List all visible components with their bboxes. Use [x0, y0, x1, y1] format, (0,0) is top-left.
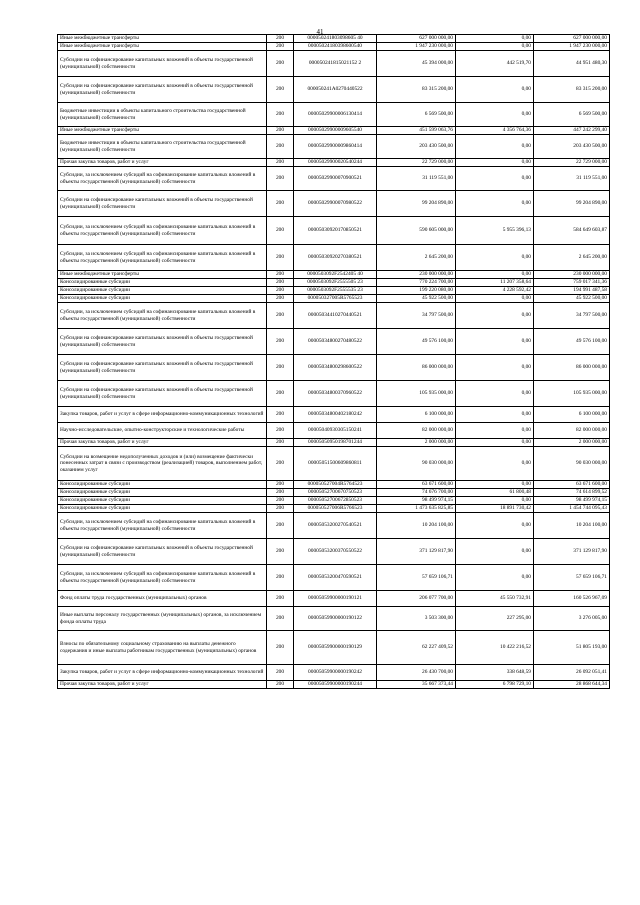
cell-executed-amount: 6 798 729,10: [456, 681, 534, 689]
table-row: [58, 681, 610, 689]
cell-budget-code: 000050241815021152 2: [294, 51, 377, 77]
table-row: [58, 439, 610, 447]
cell-executed-amount: 0,00: [456, 245, 534, 271]
cell-line-code: 200: [267, 77, 294, 103]
cell-budget-code: 00005024180398600540: [294, 43, 377, 51]
cell-approved-amount: 203 430 500,00: [377, 135, 456, 159]
cell-approved-amount: 82 000 000,00: [377, 423, 456, 439]
cell-name: Консолидированные субсидии: [58, 489, 267, 497]
cell-approved-amount: 451 599 063,76: [377, 127, 456, 135]
table-row: [58, 51, 610, 77]
table-row: [58, 287, 610, 295]
table-row: [58, 489, 610, 497]
cell-executed-amount: 227 295,00: [456, 607, 534, 631]
cell-approved-amount: 770 224 700,00: [377, 279, 456, 287]
cell-name: Консолидированные субсидии: [58, 505, 267, 513]
table-row: [58, 329, 610, 355]
cell-name: Бюджетные инвестиции в объекты капитального строительства государственной (муниципальной) собственности: [58, 103, 267, 127]
cell-budget-code: 00005059900000190242: [294, 665, 377, 681]
table-row: [58, 607, 610, 631]
cell-approved-amount: 6 569 500,00: [377, 103, 456, 127]
cell-line-code: 200: [267, 103, 294, 127]
cell-executed-amount: 0,00: [456, 43, 534, 51]
cell-budget-code: 0000503092F2555505 23: [294, 279, 377, 287]
cell-name: Бюджетные инвестиции в объекты капитального строительства государственной (муниципальной) собственности: [58, 135, 267, 159]
cell-budget-code: 0000503092F2555535 23: [294, 287, 377, 295]
cell-name: Консолидированные субсидии: [58, 279, 267, 287]
cell-name: Субсидии на софинансирование капитальных вложений в объекты государственной (муниципальной) собственности: [58, 77, 267, 103]
cell-executed-amount: 0,00: [456, 77, 534, 103]
cell-approved-amount: 206 077 700,00: [377, 591, 456, 607]
cell-line-code: 200: [267, 329, 294, 355]
cell-line-code: 200: [267, 631, 294, 665]
cell-line-code: 200: [267, 35, 294, 43]
cell-name: Фонд оплаты труда государственных (муниципальных) органов: [58, 591, 267, 607]
cell-name: Консолидированные субсидии: [58, 497, 267, 505]
table-row: [58, 539, 610, 565]
table-row: [58, 295, 610, 303]
table-row: [58, 135, 610, 159]
cell-budget-code: 0000503092F2542405 40: [294, 271, 377, 279]
cell-executed-amount: 338 648,59: [456, 665, 534, 681]
table-row: [58, 565, 610, 591]
cell-line-code: 200: [267, 217, 294, 245]
cell-unexecuted-amount: 74 614 899,52: [534, 489, 610, 497]
cell-line-code: 200: [267, 279, 294, 287]
cell-approved-amount: 2 645 200,00: [377, 245, 456, 271]
table-row: [58, 497, 610, 505]
cell-approved-amount: 45 922 500,00: [377, 295, 456, 303]
cell-unexecuted-amount: 2 645 200,00: [534, 245, 610, 271]
cell-unexecuted-amount: 6 100 000,00: [534, 407, 610, 423]
cell-unexecuted-amount: 63 671 600,00: [534, 481, 610, 489]
cell-approved-amount: 63 671 600,00: [377, 481, 456, 489]
cell-unexecuted-amount: 28 868 644,34: [534, 681, 610, 689]
cell-approved-amount: 627 000 000,00: [377, 35, 456, 43]
cell-name: Иные выплаты персоналу государственных (муниципальных) органов, за исключением фонда оплаты труда: [58, 607, 267, 631]
cell-executed-amount: 4 356 764,36: [456, 127, 534, 135]
cell-budget-code: 00005034800402180242: [294, 407, 377, 423]
cell-unexecuted-amount: 57 659 106,71: [534, 565, 610, 591]
cell-name: Субсидии на софинансирование капитальных вложений в объекты государственной (муниципальной) собственности: [58, 51, 267, 77]
cell-executed-amount: 18 891 730,42: [456, 505, 534, 513]
cell-executed-amount: 45 550 732,91: [456, 591, 534, 607]
cell-approved-amount: 199 220 080,00: [377, 287, 456, 295]
cell-line-code: 200: [267, 565, 294, 591]
table-row: [58, 191, 610, 217]
cell-unexecuted-amount: 49 576 100,00: [534, 329, 610, 355]
table-row: [58, 279, 610, 287]
cell-name: Взносы по обязательному социальному страхованию на выплаты денежного содержания и иные выплаты работникам государственных (муниципальных) органов: [58, 631, 267, 665]
cell-budget-code: 00005053200370550522: [294, 539, 377, 565]
cell-line-code: 200: [267, 167, 294, 191]
cell-budget-code: 00005059900000190121: [294, 591, 377, 607]
cell-line-code: 200: [267, 191, 294, 217]
table-body: [58, 35, 610, 689]
table-row: [58, 447, 610, 481]
cell-approved-amount: 35 667 373,44: [377, 681, 456, 689]
cell-unexecuted-amount: 82 000 000,00: [534, 423, 610, 439]
cell-approved-amount: 98 499 974,15: [377, 497, 456, 505]
cell-name: Субсидии, за исключением субсидий на софинансирование капитальных вложений в объекты государственной (муниципальной) собственности: [58, 245, 267, 271]
cell-unexecuted-amount: 627 000 000,00: [534, 35, 610, 43]
cell-name: Научно-исследовательские, опытно-конструкторские и технологические работы: [58, 423, 267, 439]
cell-line-code: 200: [267, 295, 294, 303]
table-row: [58, 665, 610, 681]
cell-approved-amount: 31 119 551,00: [377, 167, 456, 191]
cell-budget-code: 00005029900020540244: [294, 159, 377, 167]
cell-unexecuted-amount: 31 119 551,00: [534, 167, 610, 191]
cell-approved-amount: 1 473 635 825,85: [377, 505, 456, 513]
cell-name: Иные межбюджетные трансферты: [58, 35, 267, 43]
cell-budget-code: 00005030920170850521: [294, 217, 377, 245]
cell-name: Консолидированные субсидии: [58, 287, 267, 295]
table-row: [58, 35, 610, 43]
cell-executed-amount: 5 955 396,13: [456, 217, 534, 245]
cell-unexecuted-amount: 759 017 341,36: [534, 279, 610, 287]
table-row: [58, 127, 610, 135]
cell-approved-amount: 22 729 000,00: [377, 159, 456, 167]
cell-approved-amount: 57 659 106,71: [377, 565, 456, 591]
cell-budget-code: 00005051500609860811: [294, 447, 377, 481]
table-row: [58, 481, 610, 489]
cell-line-code: 200: [267, 447, 294, 481]
cell-line-code: 200: [267, 591, 294, 607]
cell-line-code: 200: [267, 539, 294, 565]
cell-name: Субсидии на возмещение недополученных доходов и (или) возмещение фактически понесенных затрат в связи с производством (реализацией) товаров, выполнением работ, оказанием услуг: [58, 447, 267, 481]
cell-unexecuted-amount: 1 454 744 095,43: [534, 505, 610, 513]
table-row: [58, 245, 610, 271]
cell-unexecuted-amount: 584 649 603,87: [534, 217, 610, 245]
table-row: [58, 159, 610, 167]
cell-budget-code: 00005053200270540521: [294, 513, 377, 539]
cell-line-code: 200: [267, 159, 294, 167]
table-row: [58, 303, 610, 329]
cell-budget-code: 000050241А0270440522: [294, 77, 377, 103]
cell-approved-amount: 26 430 700,00: [377, 665, 456, 681]
cell-name: Субсидии, за исключением субсидий на софинансирование капитальных вложений в объекты государственной (муниципальной) собственности: [58, 513, 267, 539]
cell-approved-amount: 99 204 890,00: [377, 191, 456, 217]
budget-execution-table: [57, 34, 610, 689]
cell-budget-code: 000050527006R5766523: [294, 505, 377, 513]
cell-line-code: 200: [267, 127, 294, 135]
cell-unexecuted-amount: 99 204 890,00: [534, 191, 610, 217]
cell-approved-amount: 86 000 000,00: [377, 355, 456, 381]
table-row: [58, 381, 610, 407]
cell-approved-amount: 90 030 000,00: [377, 447, 456, 481]
cell-executed-amount: 0,00: [456, 355, 534, 381]
cell-unexecuted-amount: 10 204 100,00: [534, 513, 610, 539]
cell-line-code: 200: [267, 513, 294, 539]
cell-executed-amount: 0,00: [456, 481, 534, 489]
cell-unexecuted-amount: 1 947 230 000,00: [534, 43, 610, 51]
cell-approved-amount: 230 000 000,00: [377, 271, 456, 279]
cell-unexecuted-amount: 3 276 005,00: [534, 607, 610, 631]
cell-name: Прочая закупка товаров, работ и услуг: [58, 439, 267, 447]
cell-executed-amount: 0,00: [456, 103, 534, 127]
cell-approved-amount: 34 797 500,00: [377, 303, 456, 329]
cell-name: Консолидированные субсидии: [58, 295, 267, 303]
cell-line-code: 200: [267, 245, 294, 271]
cell-executed-amount: 0,00: [456, 439, 534, 447]
cell-name: Субсидии на софинансирование капитальных вложений в объекты государственной (муниципальной) собственности: [58, 539, 267, 565]
cell-executed-amount: 4 228 592,42: [456, 287, 534, 295]
cell-executed-amount: 11 207 358,64: [456, 279, 534, 287]
cell-executed-amount: 0,00: [456, 303, 534, 329]
page-number: 41: [316, 28, 324, 36]
table-row: [58, 217, 610, 245]
cell-executed-amount: 442 519,70: [456, 51, 534, 77]
cell-executed-amount: 0,00: [456, 539, 534, 565]
cell-budget-code: 00005029900070980522: [294, 191, 377, 217]
table-row: [58, 505, 610, 513]
cell-unexecuted-amount: 160 526 967,09: [534, 591, 610, 607]
cell-executed-amount: 0,00: [456, 167, 534, 191]
cell-executed-amount: 0,00: [456, 135, 534, 159]
cell-approved-amount: 105 935 000,00: [377, 381, 456, 407]
cell-line-code: 200: [267, 355, 294, 381]
cell-budget-code: 00005034800270480522: [294, 329, 377, 355]
cell-unexecuted-amount: 45 922 500,00: [534, 295, 610, 303]
table-row: [58, 355, 610, 381]
cell-budget-code: 00005053200470590521: [294, 565, 377, 591]
cell-executed-amount: 0,00: [456, 191, 534, 217]
cell-unexecuted-amount: 26 092 051,41: [534, 665, 610, 681]
cell-budget-code: 000050527004R5764523: [294, 481, 377, 489]
cell-line-code: 200: [267, 505, 294, 513]
cell-budget-code: 00005029900009860414: [294, 135, 377, 159]
cell-name: Субсидии на софинансирование капитальных вложений в объекты государственной (муниципальной) собственности: [58, 329, 267, 355]
cell-unexecuted-amount: 22 729 000,00: [534, 159, 610, 167]
cell-line-code: 200: [267, 51, 294, 77]
table-row: [58, 591, 610, 607]
cell-name: Субсидии на софинансирование капитальных вложений в объекты государственной (муниципальной) собственности: [58, 381, 267, 407]
cell-line-code: 200: [267, 665, 294, 681]
cell-unexecuted-amount: 34 797 500,00: [534, 303, 610, 329]
cell-approved-amount: 49 576 100,00: [377, 329, 456, 355]
cell-executed-amount: 0,00: [456, 329, 534, 355]
cell-budget-code: 00005059900000190244: [294, 681, 377, 689]
cell-unexecuted-amount: 371 129 817,90: [534, 539, 610, 565]
cell-executed-amount: 0,00: [456, 565, 534, 591]
cell-approved-amount: 10 204 100,00: [377, 513, 456, 539]
table-row: [58, 407, 610, 423]
cell-name: Консолидированные субсидии: [58, 481, 267, 489]
cell-unexecuted-amount: 105 935 000,00: [534, 381, 610, 407]
cell-approved-amount: 6 100 000,00: [377, 407, 456, 423]
cell-unexecuted-amount: 44 951 480,30: [534, 51, 610, 77]
table-row: [58, 631, 610, 665]
cell-approved-amount: 2 000 000,00: [377, 439, 456, 447]
cell-unexecuted-amount: 51 805 193,00: [534, 631, 610, 665]
cell-approved-amount: 590 605 000,00: [377, 217, 456, 245]
cell-name: Субсидии, за исключением субсидий на софинансирование капитальных вложений в объекты государственной (муниципальной) собственности: [58, 167, 267, 191]
table-row: [58, 43, 610, 51]
cell-unexecuted-amount: 98 499 974,15: [534, 497, 610, 505]
cell-unexecuted-amount: 83 315 200,00: [534, 77, 610, 103]
cell-budget-code: 00005052700670750523: [294, 489, 377, 497]
table-row: [58, 167, 610, 191]
cell-budget-code: 00005030920270380521: [294, 245, 377, 271]
cell-budget-code: 00005059900000190129: [294, 631, 377, 665]
cell-name: Иные межбюджетные трансферты: [58, 271, 267, 279]
cell-budget-code: 00005052700672850523: [294, 497, 377, 505]
table-row: [58, 103, 610, 127]
cell-approved-amount: 74 676 700,00: [377, 489, 456, 497]
cell-budget-code: 00005029900009605540: [294, 127, 377, 135]
cell-line-code: 200: [267, 271, 294, 279]
cell-executed-amount: 0,00: [456, 513, 534, 539]
cell-budget-code: 00005034410270440521: [294, 303, 377, 329]
cell-name: Иные межбюджетные трансферты: [58, 43, 267, 51]
cell-executed-amount: 61 800,48: [456, 489, 534, 497]
cell-unexecuted-amount: 194 991 487,58: [534, 287, 610, 295]
cell-line-code: 200: [267, 497, 294, 505]
cell-line-code: 200: [267, 381, 294, 407]
cell-name: Закупка товаров, работ и услуг в сфере информационно-коммуникационных технологий: [58, 665, 267, 681]
cell-approved-amount: 371 129 817,90: [377, 539, 456, 565]
cell-budget-code: 00005034800298600522: [294, 355, 377, 381]
cell-unexecuted-amount: 447 242 299,40: [534, 127, 610, 135]
cell-line-code: 200: [267, 43, 294, 51]
cell-unexecuted-amount: 230 000 000,00: [534, 271, 610, 279]
cell-unexecuted-amount: 86 000 000,00: [534, 355, 610, 381]
cell-approved-amount: 1 947 230 000,00: [377, 43, 456, 51]
cell-line-code: 200: [267, 489, 294, 497]
cell-name: Субсидии, за исключением субсидий на софинансирование капитальных вложений в объекты государственной (муниципальной) собственности: [58, 303, 267, 329]
cell-unexecuted-amount: 2 000 000,00: [534, 439, 610, 447]
cell-name: Прочая закупка товаров, работ и услуг: [58, 681, 267, 689]
cell-approved-amount: 83 315 200,00: [377, 77, 456, 103]
cell-budget-code: 00005029900006130414: [294, 103, 377, 127]
cell-budget-code: 00005034800370960522: [294, 381, 377, 407]
cell-line-code: 200: [267, 481, 294, 489]
cell-budget-code: 00005040930305150241: [294, 423, 377, 439]
cell-budget-code: 000050327005R5765523: [294, 295, 377, 303]
cell-executed-amount: 0,00: [456, 295, 534, 303]
cell-name: Прочая закупка товаров, работ и услуг: [58, 159, 267, 167]
cell-executed-amount: 0,00: [456, 381, 534, 407]
cell-approved-amount: 45 394 000,00: [377, 51, 456, 77]
cell-approved-amount: 62 227 409,52: [377, 631, 456, 665]
table-row: [58, 423, 610, 439]
cell-name: Субсидии, за исключением субсидий на софинансирование капитальных вложений в объекты государственной (муниципальной) собственности: [58, 217, 267, 245]
cell-executed-amount: 0,00: [456, 35, 534, 43]
cell-budget-code: 00005029900070900521: [294, 167, 377, 191]
cell-name: Субсидии на софинансирование капитальных вложений в объекты государственной (муниципальной) собственности: [58, 191, 267, 217]
cell-unexecuted-amount: 6 569 500,00: [534, 103, 610, 127]
cell-name: Иные межбюджетные трансферты: [58, 127, 267, 135]
cell-line-code: 200: [267, 681, 294, 689]
cell-budget-code: 00005050950198701244: [294, 439, 377, 447]
cell-executed-amount: 0,00: [456, 271, 534, 279]
table-row: [58, 77, 610, 103]
cell-unexecuted-amount: 90 030 000,00: [534, 447, 610, 481]
cell-executed-amount: 0,00: [456, 159, 534, 167]
cell-budget-code: 000050241803098605 40: [294, 35, 377, 43]
table-row: [58, 271, 610, 279]
cell-line-code: 200: [267, 607, 294, 631]
cell-name: Субсидии, за исключением субсидий на софинансирование капитальных вложений в объекты государственной (муниципальной) собственности: [58, 565, 267, 591]
cell-line-code: 200: [267, 135, 294, 159]
cell-line-code: 200: [267, 439, 294, 447]
cell-line-code: 200: [267, 407, 294, 423]
cell-executed-amount: 10 422 216,52: [456, 631, 534, 665]
cell-approved-amount: 3 503 300,00: [377, 607, 456, 631]
table-row: [58, 513, 610, 539]
cell-unexecuted-amount: 203 430 500,00: [534, 135, 610, 159]
cell-executed-amount: 0,00: [456, 423, 534, 439]
cell-line-code: 200: [267, 287, 294, 295]
cell-budget-code: 00005059900000190122: [294, 607, 377, 631]
cell-line-code: 200: [267, 303, 294, 329]
cell-executed-amount: 0,00: [456, 447, 534, 481]
cell-executed-amount: 0,00: [456, 407, 534, 423]
cell-name: Закупка товаров, работ и услуг в сфере информационно-коммуникационных технологий: [58, 407, 267, 423]
cell-name: Субсидии на софинансирование капитальных вложений в объекты государственной (муниципальной) собственности: [58, 355, 267, 381]
cell-executed-amount: 0,00: [456, 497, 534, 505]
cell-line-code: 200: [267, 423, 294, 439]
